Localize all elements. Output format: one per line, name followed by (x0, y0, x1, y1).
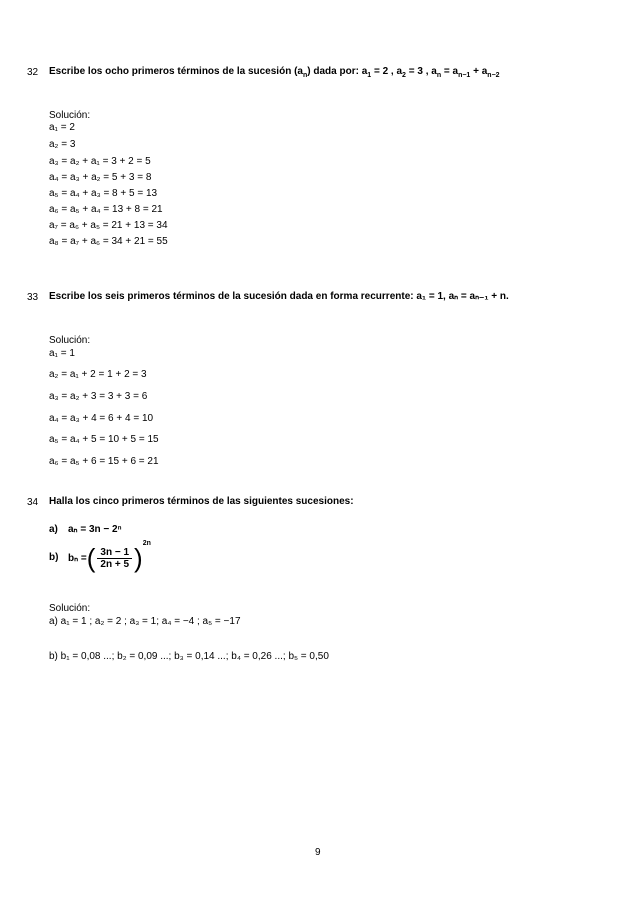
p32-line-6: a₆ = a₅ + a₄ = 13 + 8 = 21 (49, 204, 163, 215)
p32-text-6: + a (470, 66, 488, 77)
problem-33-number: 33 (27, 292, 39, 303)
problem-32-number: 32 (27, 67, 39, 78)
p33-line-3: a₃ = a₂ + 3 = 3 + 3 = 6 (49, 391, 148, 402)
p32-sub-2: 2 (402, 72, 406, 79)
part-b-fraction (97, 547, 132, 570)
part-b-numerator: 3n − 1 (97, 547, 132, 559)
problem-33-solution-label: Solución: (49, 335, 91, 346)
part-a-formula: aₙ = 3n − 2ⁿ (68, 524, 122, 535)
p34-answer-a: a) a₁ = 1 ; a₂ = 2 ; a₃ = 1; a₄ = −4 ; a₅ = −17 (49, 616, 241, 627)
problem-34-solution-label: Solución: (49, 603, 91, 614)
p32-line-1: a₁ = 2 (49, 122, 75, 133)
p32-text-4: = 3 , a (405, 66, 437, 77)
p32-line-4: a₄ = a₃ + a₂ = 5 + 3 = 8 (49, 172, 152, 183)
p32-sub-1: 1 (367, 72, 372, 79)
p33-line-4: a₄ = a₃ + 4 = 6 + 4 = 10 (49, 413, 154, 424)
part-b-label: b) (49, 552, 59, 563)
p32-sub-n2: n−2 (487, 72, 500, 79)
p33-line-5: a₅ = a₄ + 5 = 10 + 5 = 15 (49, 434, 159, 445)
problem-34-number: 34 (27, 497, 39, 508)
p32-line-2: a₂ = 3 (49, 139, 76, 150)
p32-text-1: Escribe los ocho primeros términos de la sucesión (a (49, 66, 303, 77)
part-a-label: a) (49, 524, 58, 535)
part-b-exponent: 2n (142, 540, 151, 547)
p32-line-5: a₅ = a₄ + a₃ = 8 + 5 = 13 (49, 188, 158, 199)
problem-32-solution-label: Solución: (49, 110, 91, 121)
p34-answer-b: b) b₁ = 0,08 ...; b₂ = 0,09 ...; b₃ = 0,14 ...; b₄ = 0,26 ...; b₅ = 0,50 (49, 651, 329, 662)
p32-sub-n-2: n (436, 72, 442, 79)
page-number: 9 (315, 847, 321, 858)
problem-32-statement (49, 66, 500, 79)
p32-sub-n: n (302, 72, 308, 79)
p33-line-6: a₆ = a₅ + 6 = 15 + 6 = 21 (49, 456, 159, 467)
p32-line-3: a₃ = a₂ + a₁ = 3 + 2 = 5 (49, 156, 151, 167)
p32-line-7: a₇ = a₆ + a₅ = 21 + 13 = 34 (49, 220, 168, 231)
left-paren: ( (86, 543, 96, 573)
p33-line-1: a₁ = 1 (49, 348, 75, 359)
part-b-lhs: bₙ = (68, 552, 87, 564)
right-paren: ) (134, 543, 143, 573)
p32-text-5: = a (441, 66, 459, 77)
p33-line-2: a₂ = a₁ + 2 = 1 + 2 = 3 (49, 369, 147, 380)
part-b-formula (68, 538, 151, 578)
problem-34-statement: Halla los cinco primeros términos de las siguientes sucesiones: (49, 496, 354, 507)
part-b-denominator: 2n + 5 (100, 558, 130, 570)
p32-text-2: ) dada por: a (307, 66, 368, 77)
p32-sub-n1: n−1 (458, 72, 471, 79)
p32-line-8: a₈ = a₇ + a₆ = 34 + 21 = 55 (49, 236, 168, 247)
problem-33-statement: Escribe los seis primeros términos de la sucesión dada en forma recurrente: a₁ = 1, aₙ = aₙ₋₁ + n. (49, 291, 509, 302)
p32-text-3: = 2 , a (371, 66, 403, 77)
